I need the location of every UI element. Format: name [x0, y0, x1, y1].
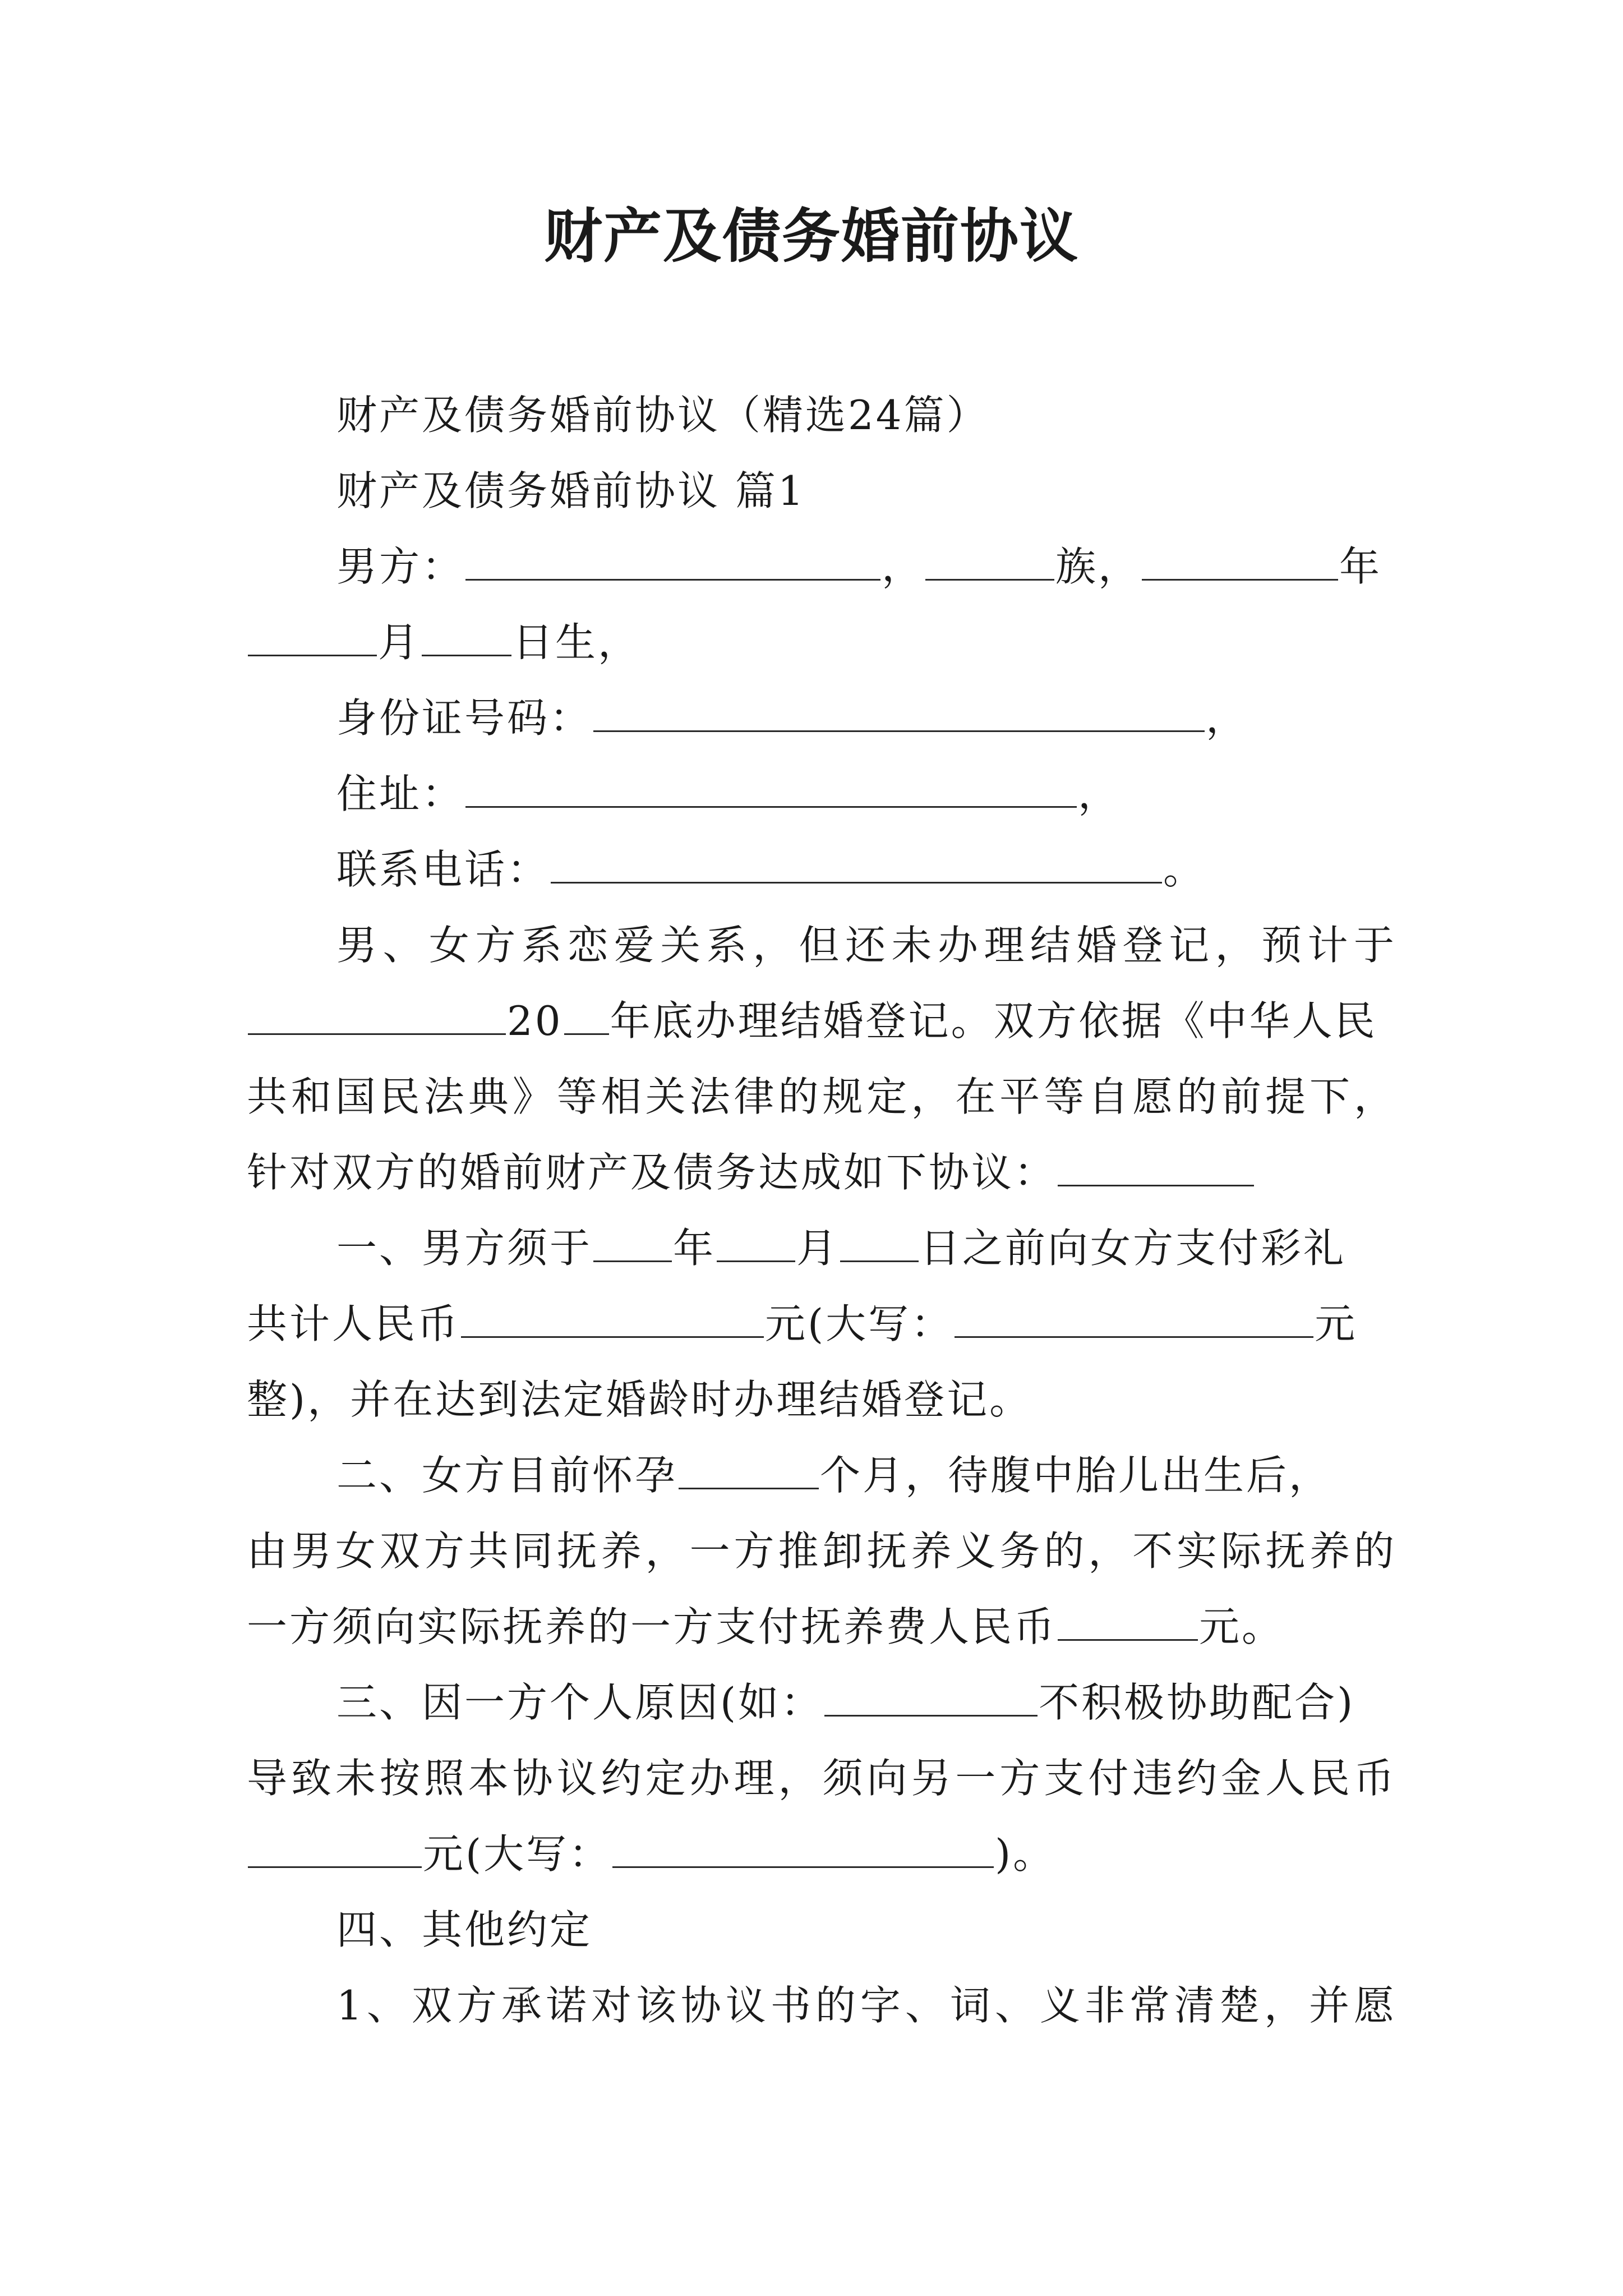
- intro-date-blank: [248, 995, 506, 1035]
- clause1-year-blank: [593, 1222, 672, 1262]
- birth-day-suffix: 日生，: [513, 619, 641, 666]
- clause2-line-2: [247, 1523, 1396, 1579]
- clause3-reason-blank: [824, 1677, 1038, 1717]
- birth-month-blank: [248, 616, 377, 656]
- phone-blank: [551, 844, 1162, 884]
- clause1-month: 月: [796, 1225, 840, 1272]
- clause1-month-blank: [717, 1222, 795, 1262]
- ethnicity-suffix: 族，: [1055, 543, 1141, 590]
- clause1-amount-end: 元: [1315, 1300, 1358, 1347]
- clause3-line-1: [336, 1674, 1396, 1731]
- birth-day-blank: [422, 616, 511, 656]
- birth-year-blank: [1142, 541, 1338, 581]
- document-title: 财产及债务婚前协议: [543, 201, 1079, 270]
- phone-end: 。: [1163, 846, 1206, 893]
- clause3-text-2: 导致未按照本协议约定办理，须向另一方支付违约金人民币: [247, 1755, 1396, 1802]
- ethnicity-blank: [925, 541, 1054, 581]
- clause1-amount-words-blank: [955, 1298, 1313, 1338]
- clause4-heading: [336, 1902, 1396, 1958]
- clause4-item1-text: 1、双方承诺对该协议书的字、词、义非常清楚，并愿: [336, 1982, 1396, 2029]
- clause2-prefix: 二、女方目前怀孕: [336, 1452, 678, 1499]
- intro-text-1: 男、女方系恋爱关系，但还未办理结婚登记，预计于: [336, 922, 1396, 969]
- id-number-blank: [593, 692, 1205, 732]
- subtitle-text: 财产及债务婚前协议（精选24篇）: [336, 392, 989, 439]
- clause1-amount-mid: 元(大写：: [765, 1300, 954, 1347]
- clause2-months-blank: [679, 1450, 819, 1489]
- clause3-line1-end: 不积极协助配合): [1039, 1679, 1355, 1726]
- clause1-prefix: 一、男方须于: [336, 1225, 593, 1272]
- clause1-amount-blank: [461, 1298, 764, 1338]
- intro-text-3: 共和国民法典》等相关法律的规定，在平等自愿的前提下，: [247, 1073, 1396, 1120]
- clause1-year: 年: [673, 1225, 716, 1272]
- intro-line-4: [247, 1144, 1396, 1200]
- phone-line: [336, 841, 1396, 898]
- intro-line-2: [247, 993, 1396, 1049]
- clause3-penalty-blank: [248, 1828, 422, 1868]
- id-number-line: [336, 690, 1396, 746]
- clause3-penalty-words-blank: [612, 1828, 994, 1868]
- clause3-line3-end: )。: [995, 1830, 1056, 1878]
- male-party-label: 男方：: [336, 543, 465, 590]
- id-number-end: ，: [1206, 694, 1249, 742]
- clause2-line-1: [336, 1447, 1396, 1503]
- clause1-text-3: 整)，并在达到法定婚龄时办理结婚登记。: [247, 1376, 1032, 1423]
- clause2-support-blank: [1058, 1601, 1198, 1641]
- clause2-line-3: [247, 1599, 1396, 1655]
- intro-line-3: [247, 1069, 1396, 1125]
- intro-year-blank: [564, 995, 609, 1035]
- intro-year-prefix: 20: [507, 997, 563, 1045]
- male-birth-line: [247, 614, 1396, 670]
- birth-month-suffix: 月: [378, 619, 421, 666]
- clause1-day-blank: [840, 1222, 919, 1262]
- intro-text-4: 针对双方的婚前财产及债务达成如下协议：: [247, 1149, 1057, 1196]
- clause3-prefix: 三、因一方个人原因(如：: [336, 1679, 824, 1726]
- clause3-line3-mid: 元(大写：: [423, 1830, 612, 1878]
- section-heading: [336, 463, 1396, 519]
- section-heading-text: 财产及债务婚前协议 篇1: [336, 467, 806, 514]
- clause1-day-text: 日之前向女方支付彩礼: [920, 1225, 1347, 1272]
- address-end: ，: [1078, 770, 1121, 817]
- clause3-line-2: [247, 1750, 1396, 1806]
- clause2-line3-prefix: 一方须向实际抚养的一方支付抚养费人民币: [247, 1603, 1057, 1650]
- phone-label: 联系电话：: [336, 846, 550, 893]
- clause1-line-3: [247, 1372, 1396, 1428]
- address-blank: [465, 768, 1077, 808]
- document-subtitle: [336, 387, 1396, 443]
- clause1-amount-prefix: 共计人民币: [247, 1300, 460, 1347]
- clause2-text-2: 由男女双方共同抚养，一方推卸抚养义务的，不实际抚养的: [247, 1527, 1396, 1575]
- clause2-line1-end: 个月，待腹中胎儿出生后，: [820, 1452, 1332, 1499]
- clause1-line-2: [247, 1296, 1396, 1352]
- clause4-heading-text: 四、其他约定: [336, 1906, 593, 1953]
- address-label: 住址：: [336, 770, 465, 817]
- intro-end-blank: [1058, 1147, 1254, 1186]
- clause3-line-3: [247, 1826, 1396, 1882]
- clause1-line-1: [336, 1220, 1396, 1276]
- male-party-line: [336, 539, 1396, 595]
- address-line: [336, 766, 1396, 822]
- clause2-line3-end: 元。: [1199, 1603, 1285, 1650]
- id-number-label: 身份证号码：: [336, 694, 593, 742]
- birth-year-suffix: 年: [1339, 543, 1382, 590]
- intro-text-2: 年底办理结婚登记。双方依据《中华人民: [610, 997, 1377, 1045]
- male-comma: ，: [882, 543, 925, 590]
- male-name-blank: [465, 541, 880, 581]
- clause4-item-1: [336, 1977, 1396, 2033]
- intro-line-1: [336, 917, 1396, 973]
